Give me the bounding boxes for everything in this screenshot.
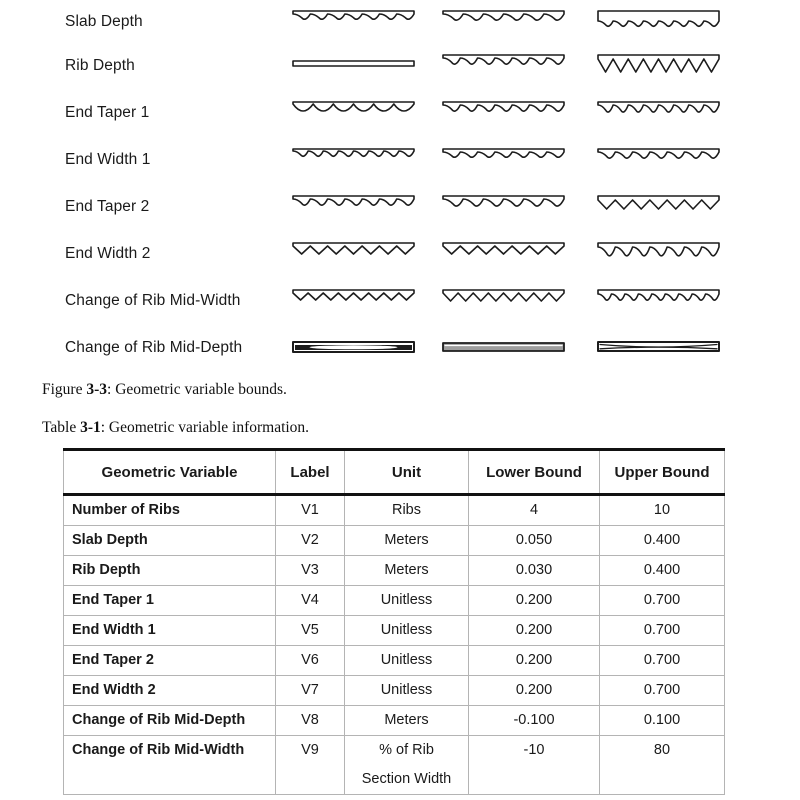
cell-lower-bound: 4 — [469, 495, 600, 526]
figure-geometric-bounds — [65, 2, 800, 371]
cross-section-drawing — [596, 147, 721, 173]
cross-section-drawing — [596, 241, 721, 267]
cell-unit: % of Rib Section Width — [345, 736, 469, 795]
table-row — [64, 586, 725, 616]
cell-upper-bound: 0.100 — [600, 706, 725, 736]
header-lower-bound: Lower Bound — [469, 450, 600, 495]
cell-unit: Meters — [345, 706, 469, 736]
table-row — [64, 526, 725, 556]
cross-section-drawing — [441, 9, 566, 35]
table-row — [64, 676, 725, 706]
cell-lower-bound: -10 — [469, 736, 600, 795]
cell-unit: Unitless — [345, 646, 469, 676]
cross-section-drawing — [596, 9, 721, 35]
header-geometric-variable: Geometric Variable — [64, 450, 276, 495]
cross-section-drawing — [441, 100, 566, 126]
figure-row-label: End Taper 1 — [65, 103, 150, 121]
figure-row — [65, 324, 800, 371]
figure-row — [65, 183, 800, 230]
cross-section-drawing — [291, 194, 416, 220]
figure-caption-prefix: Figure — [42, 381, 87, 398]
figure-row-label: End Width 2 — [65, 244, 151, 262]
header-unit: Unit — [345, 450, 469, 495]
figure-caption — [42, 381, 800, 399]
figure-row-illustrations — [291, 53, 721, 79]
cell-lower-bound: 0.050 — [469, 526, 600, 556]
bound-illustration-3 — [596, 194, 721, 220]
cell-lower-bound: 0.200 — [469, 646, 600, 676]
table-row — [64, 556, 725, 586]
cell-unit: Ribs — [345, 495, 469, 526]
cell-label: V2 — [276, 526, 345, 556]
table-caption-suffix: : Geometric variable information. — [100, 419, 310, 436]
cell-upper-bound: 0.400 — [600, 556, 725, 586]
figure-row-label: Change of Rib Mid-Depth — [65, 338, 243, 356]
bound-illustration-2 — [441, 53, 566, 79]
figure-row — [65, 277, 800, 324]
cell-label: V1 — [276, 495, 345, 526]
cell-label: V6 — [276, 646, 345, 676]
cell-lower-bound: -0.100 — [469, 706, 600, 736]
bound-illustration-2 — [441, 9, 566, 35]
bound-illustration-3 — [596, 100, 721, 126]
bound-illustration-1 — [291, 194, 416, 220]
table-row — [64, 495, 725, 526]
cell-variable: End Width 2 — [64, 676, 276, 706]
bound-illustration-1 — [291, 335, 416, 361]
cross-section-drawing — [291, 9, 416, 35]
bound-illustration-3 — [596, 335, 721, 361]
figure-row-label: End Width 1 — [65, 150, 151, 168]
table-caption — [42, 419, 800, 437]
figure-row — [65, 2, 800, 42]
cross-section-drawing — [596, 53, 721, 79]
figure-row-illustrations — [291, 194, 721, 220]
cell-unit: Meters — [345, 556, 469, 586]
cell-upper-bound: 10 — [600, 495, 725, 526]
figure-row-illustrations — [291, 100, 721, 126]
cell-unit: Meters — [345, 526, 469, 556]
figure-row — [65, 136, 800, 183]
cross-section-drawing — [441, 194, 566, 220]
bound-illustration-2 — [441, 100, 566, 126]
bound-illustration-3 — [596, 9, 721, 35]
cell-lower-bound: 0.030 — [469, 556, 600, 586]
table-row — [64, 646, 725, 676]
table-row — [64, 706, 725, 736]
cell-unit: Unitless — [345, 676, 469, 706]
figure-caption-number: 3-3 — [86, 381, 108, 398]
figure-row-label: Rib Depth — [65, 56, 135, 74]
cell-variable: End Taper 2 — [64, 646, 276, 676]
cell-label: V7 — [276, 676, 345, 706]
cell-label: V3 — [276, 556, 345, 586]
cross-section-drawing — [596, 100, 721, 126]
cell-variable: Number of Ribs — [64, 495, 276, 526]
geometric-variable-table — [63, 448, 725, 795]
cross-section-drawing — [291, 241, 416, 267]
figure-row — [65, 230, 800, 277]
bound-illustration-1 — [291, 147, 416, 173]
bound-illustration-3 — [596, 288, 721, 314]
cross-section-drawing — [441, 335, 566, 361]
cross-section-drawing — [596, 194, 721, 220]
cell-lower-bound: 0.200 — [469, 586, 600, 616]
table-row — [64, 736, 725, 795]
cross-section-drawing — [441, 288, 566, 314]
table-caption-number: 3-1 — [80, 419, 101, 436]
figure-row-illustrations — [291, 147, 721, 173]
table-caption-prefix: Table — [42, 419, 81, 436]
cell-upper-bound: 80 — [600, 736, 725, 795]
cell-variable: Slab Depth — [64, 526, 276, 556]
cell-upper-bound: 0.700 — [600, 646, 725, 676]
cell-variable: Change of Rib Mid-Width — [64, 736, 276, 795]
figure-row-label: Change of Rib Mid-Width — [65, 291, 241, 309]
cross-section-drawing — [441, 241, 566, 267]
cell-upper-bound: 0.700 — [600, 586, 725, 616]
cross-section-drawing — [441, 147, 566, 173]
cell-variable: End Width 1 — [64, 616, 276, 646]
table-header-row — [64, 450, 725, 495]
cell-label: V9 — [276, 736, 345, 795]
cell-unit: Unitless — [345, 586, 469, 616]
bound-illustration-2 — [441, 335, 566, 361]
bound-illustration-1 — [291, 53, 416, 79]
figure-row-label: End Taper 2 — [65, 197, 150, 215]
cell-label: V4 — [276, 586, 345, 616]
cell-lower-bound: 0.200 — [469, 616, 600, 646]
bound-illustration-3 — [596, 241, 721, 267]
cell-upper-bound: 0.700 — [600, 616, 725, 646]
figure-row-label: Slab Depth — [65, 13, 143, 30]
figure-row-illustrations — [291, 241, 721, 267]
cell-variable: Change of Rib Mid-Depth — [64, 706, 276, 736]
cross-section-drawing — [291, 100, 416, 126]
bound-illustration-2 — [441, 241, 566, 267]
header-label: Label — [276, 450, 345, 495]
figure-caption-suffix: : Geometric variable bounds. — [107, 381, 287, 398]
cell-variable: Rib Depth — [64, 556, 276, 586]
figure-row — [65, 89, 800, 136]
table-row — [64, 616, 725, 646]
figure-row-illustrations — [291, 9, 721, 35]
bound-illustration-3 — [596, 53, 721, 79]
bound-illustration-2 — [441, 194, 566, 220]
cell-lower-bound: 0.200 — [469, 676, 600, 706]
cell-label: V5 — [276, 616, 345, 646]
cross-section-drawing — [291, 53, 416, 79]
cross-section-drawing — [291, 147, 416, 173]
cross-section-drawing — [441, 53, 566, 79]
cell-variable: End Taper 1 — [64, 586, 276, 616]
bound-illustration-1 — [291, 9, 416, 35]
figure-row — [65, 42, 800, 89]
cross-section-drawing — [291, 288, 416, 314]
bound-illustration-1 — [291, 100, 416, 126]
cell-upper-bound: 0.700 — [600, 676, 725, 706]
bound-illustration-2 — [441, 147, 566, 173]
cell-label: V8 — [276, 706, 345, 736]
cross-section-drawing — [291, 335, 416, 361]
header-upper-bound: Upper Bound — [600, 450, 725, 495]
cross-section-drawing — [596, 335, 721, 361]
cell-unit: Unitless — [345, 616, 469, 646]
bound-illustration-1 — [291, 241, 416, 267]
cell-upper-bound: 0.400 — [600, 526, 725, 556]
cross-section-drawing — [596, 288, 721, 314]
figure-row-illustrations — [291, 335, 721, 361]
figure-row-illustrations — [291, 288, 721, 314]
bound-illustration-2 — [441, 288, 566, 314]
bound-illustration-3 — [596, 147, 721, 173]
cell-unit-line2: Section Width — [361, 771, 452, 787]
bound-illustration-1 — [291, 288, 416, 314]
